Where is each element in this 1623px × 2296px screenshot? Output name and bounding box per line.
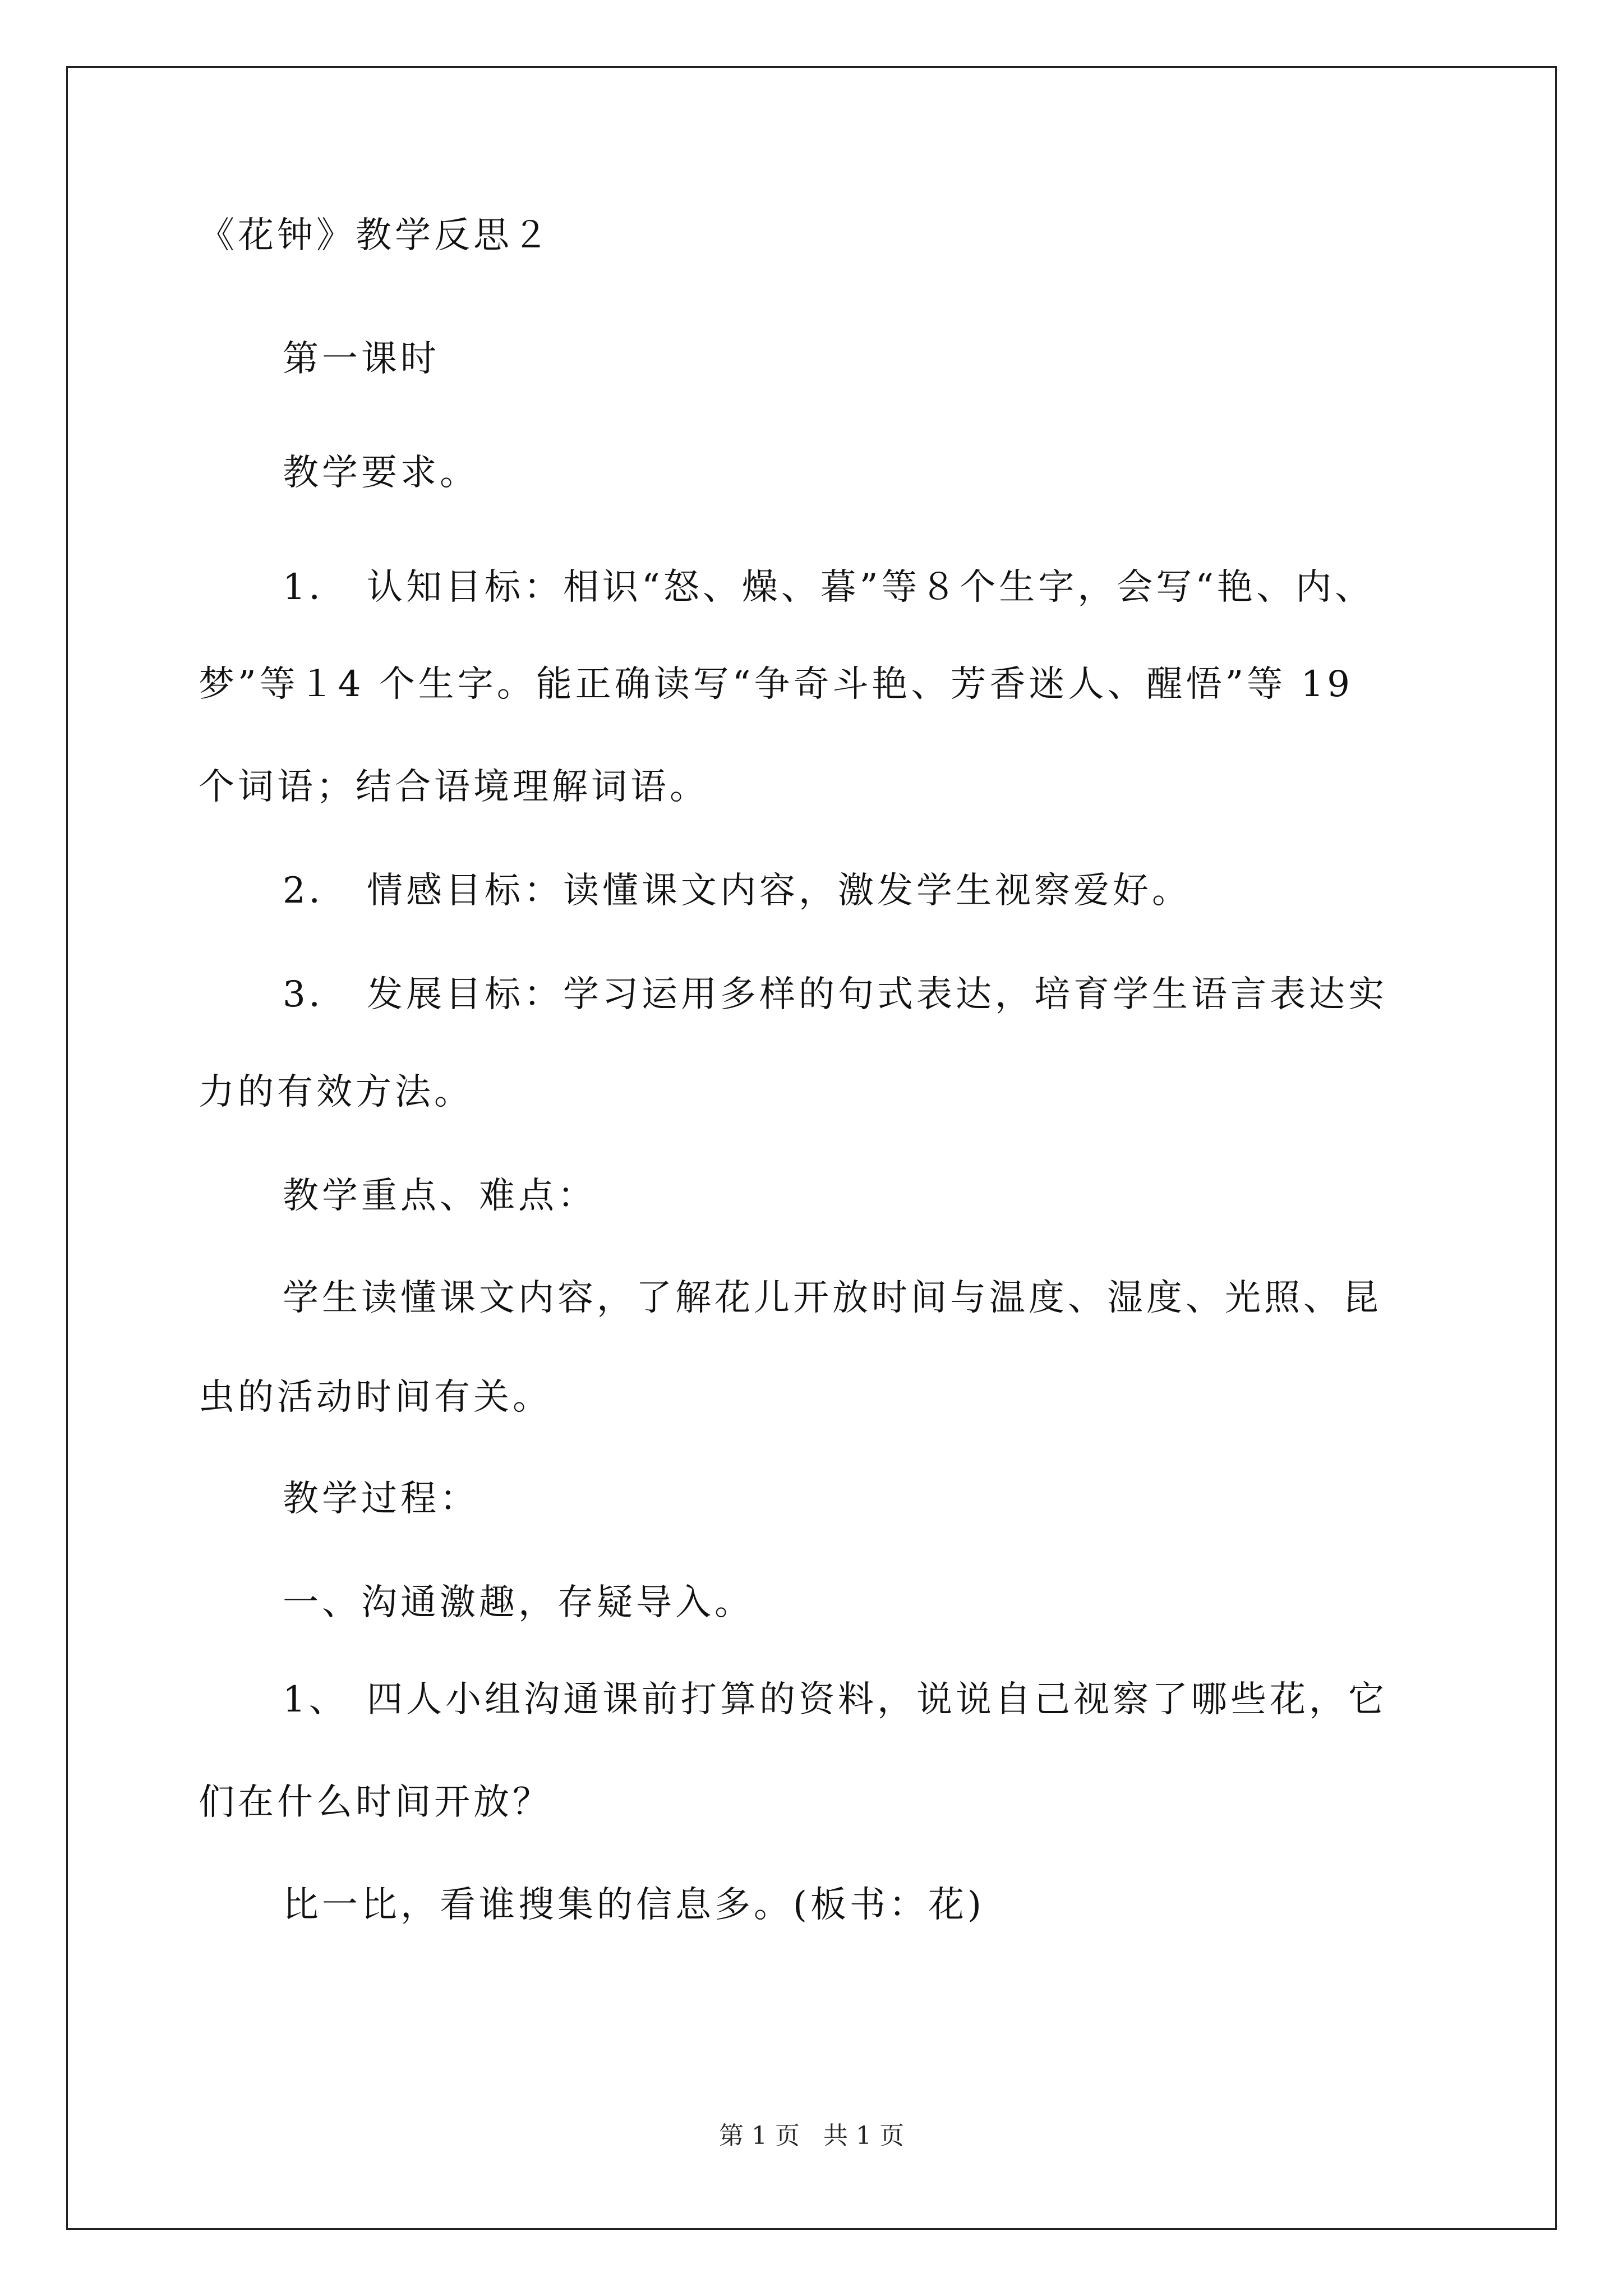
goal-2-text: 情感目标：读懂课文内容，激发学生视察爱好。 (367, 870, 1191, 912)
step-1-line-2: 们在什么时间开放？ (199, 1782, 552, 1823)
goal-3-text: 发展目标：学习运用多样的句式表达，培育学生语言表达实 (367, 974, 1387, 1015)
step-1-line-1 (283, 1677, 1387, 1722)
section-1-heading: 一、沟通激趣，存疑导入。 (283, 1582, 754, 1623)
compare-line: 比一比，看谁搜集的信息多。(板书：花) (283, 1884, 985, 1926)
page-footer: 第 1 页 共 1 页 (719, 2122, 904, 2150)
keypoints-line-2: 虫的活动时间有关。 (199, 1377, 552, 1418)
heading-keypoints: 教学重点、难点： (283, 1175, 597, 1217)
heading-lesson: 第一课时 (283, 338, 440, 380)
goal-3-line-1 (283, 972, 1387, 1017)
goal-2-number: 2． (283, 870, 348, 912)
heading-requirements: 教学要求。 (283, 452, 479, 494)
goal-1-line-1 (283, 565, 1374, 610)
goal-3-number: 3． (283, 974, 348, 1015)
goal-2-line-1 (283, 868, 1191, 913)
goal-1-line-3: 个词语；结合语境理解词语。 (199, 766, 709, 808)
step-1-text: 四人小组沟通课前打算的资料，说说自己视察了哪些花，它 (367, 1679, 1387, 1720)
goal-3-line-2: 力的有效方法。 (199, 1071, 473, 1113)
keypoints-line-1: 学生读懂课文内容，了解花儿开放时间与温度、湿度、光照、昆 (283, 1277, 1382, 1319)
goal-1-line-2: 梦”等１4 个生字。能正确读写“争奇斗艳、芳香迷人、醒悟”等 19 (199, 664, 1353, 705)
goal-1-text: 认知目标：相识“怒、燥、暮”等８个生字，会写“艳、内、 (367, 567, 1375, 608)
document-title: 《花钟》教学反思２ (199, 215, 552, 256)
step-1-number: 1、 (283, 1679, 348, 1720)
goal-1-number: 1． (283, 567, 348, 608)
heading-process: 教学过程： (283, 1478, 479, 1520)
